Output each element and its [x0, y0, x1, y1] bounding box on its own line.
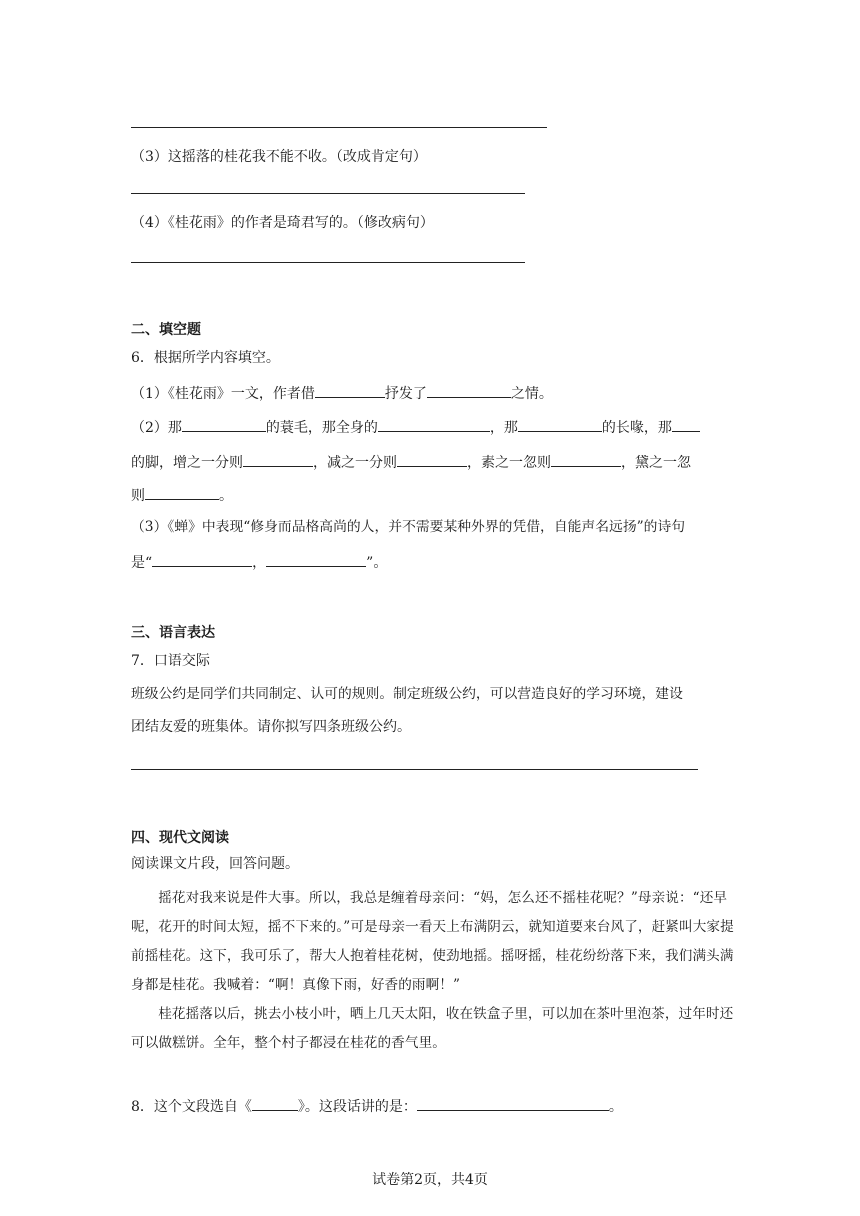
- q6-1-text-b: 抒发了: [384, 386, 427, 402]
- page-footer: 试卷第2页，共4页: [372, 1172, 488, 1188]
- q6-2-text-j: 。: [219, 488, 233, 504]
- blank-q8-b[interactable]: [417, 1094, 609, 1111]
- passage-paragraph-1: 摇花对我来说是件大事。所以，我总是缠着母亲问：“妈，怎么还不摇桂花呢？”母亲说：“还早呢，花开的时间太短，摇不下来的。”可是母亲一看天上布满阴云，就知道要来台风了，赶紧叫大家提前摇桂花。这下，我可乐了，帮大人抱着桂花树，使劲地摇。摇呀摇，桂花纷纷落下来，我们满头满身都是桂花。我喊着：“啊！真像下雨，好香的雨啊！”: [131, 890, 734, 993]
- q6-2-text-h: ，黛之一忽: [621, 455, 691, 471]
- q6-2-text-i: 则: [131, 488, 145, 504]
- blank-q8-a[interactable]: [252, 1094, 298, 1111]
- question-6-3-line1: （3）《蝉》中表现“修身而品格高尚的人，并不需要某种外界的凭借，自能声名远扬”的诗句: [131, 519, 686, 535]
- question-5-3: （3）这摇落的桂花我不能不收。（改成肯定句）: [131, 149, 427, 165]
- question-6-title: 6．根据所学内容填空。: [131, 350, 280, 366]
- answer-line-q2: [131, 127, 547, 128]
- section-heading-modern-reading: 四、现代文阅读: [131, 830, 229, 846]
- question-6-3-line2: [131, 550, 387, 573]
- q8-text-b: 》。这段话讲的是：: [297, 1099, 417, 1115]
- answer-line-q7: [131, 769, 698, 770]
- question-8: [131, 1094, 623, 1117]
- question-6-2-line1: [131, 415, 700, 438]
- q6-2-text-a: （2）那: [131, 420, 182, 436]
- question-6-2-line3: [131, 483, 233, 506]
- q6-2-text-e: 的脚，增之一分则: [131, 455, 243, 471]
- blank-q6-2-c[interactable]: [518, 415, 602, 432]
- q6-2-text-g: ，素之一忽则: [467, 455, 551, 471]
- blank-q6-2-h[interactable]: [145, 483, 219, 500]
- question-6-1: [131, 381, 553, 404]
- q6-2-text-d: 的长喙，那: [601, 420, 672, 436]
- question-7-title: 7．口语交际: [131, 653, 210, 669]
- q6-2-text-f: ，减之一分则: [313, 455, 397, 471]
- q8-text-c: 。: [608, 1099, 623, 1115]
- section-heading-fill-in: 二、填空题: [131, 322, 201, 338]
- question-7-line1: 班级公约是同学们共同制定、认可的规则。制定班级公约，可以营造良好的学习环境，建设: [131, 686, 683, 702]
- q6-3-text-d: ”。: [366, 555, 388, 571]
- q6-1-text-a: （1）《桂花雨》一文，作者借: [131, 386, 315, 402]
- answer-line-q3: [131, 193, 525, 194]
- passage-paragraph-2: 桂花摇落以后，挑去小枝小叶，晒上几天太阳，收在铁盒子里，可以加在茶叶里泡茶，过年时还可以做糕饼。全年，整个村子都浸在桂花的香气里。: [131, 1006, 734, 1051]
- blank-q6-3-b[interactable]: [266, 550, 366, 567]
- answer-line-q4: [131, 262, 525, 263]
- blank-q6-1-b[interactable]: [427, 381, 511, 398]
- question-7-line2: 团结友爱的班集体。请你拟写四条班级公约。: [131, 719, 411, 735]
- question-6-2-line2: [131, 450, 691, 473]
- blank-q6-1-a[interactable]: [315, 381, 385, 398]
- blank-q6-3-a[interactable]: [152, 550, 252, 567]
- q6-3-text-c: ，: [252, 555, 267, 571]
- reading-passage: [131, 884, 741, 1058]
- blank-q6-2-d[interactable]: [672, 415, 700, 432]
- blank-q6-2-f[interactable]: [397, 450, 467, 467]
- question-5-4: （4）《桂花雨》的作者是琦君写的。（修改病句）: [131, 215, 434, 231]
- blank-q6-2-g[interactable]: [551, 450, 621, 467]
- q6-1-text-c: 之情。: [510, 386, 553, 402]
- q8-text-a: 8．这个文段选自《: [131, 1099, 252, 1115]
- q6-2-text-c: ，那: [489, 420, 518, 436]
- blank-q6-2-e[interactable]: [243, 450, 313, 467]
- blank-q6-2-b[interactable]: [378, 415, 490, 432]
- blank-q6-2-a[interactable]: [182, 415, 266, 432]
- q6-3-text-b: 是“: [131, 555, 153, 571]
- q6-2-text-b: 的蓑毛，那全身的: [265, 420, 378, 436]
- reading-instructions: 阅读课文片段，回答问题。: [131, 856, 299, 872]
- section-heading-language-expression: 三、语言表达: [131, 625, 215, 641]
